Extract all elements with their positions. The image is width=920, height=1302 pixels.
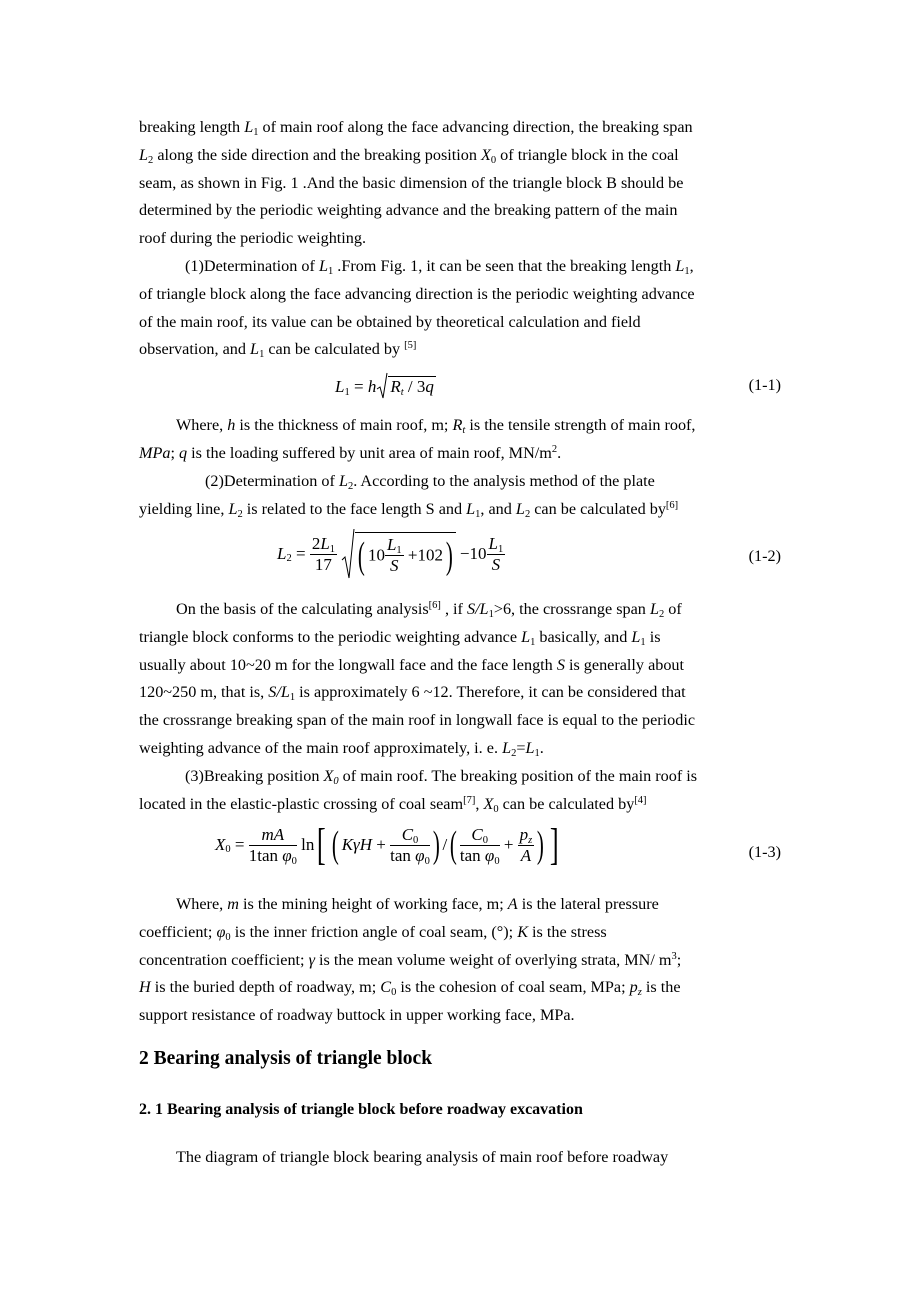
paragraph-diagram: The diagram of triangle block bearing analysis of main roof before roadway: [176, 1148, 669, 1166]
section-heading: 2 Bearing analysis of triangle block: [139, 1048, 433, 1069]
paragraph-breaking-position: (3)Breaking position $X_0$ of main roof. The breaking position of the main roof is located in the elastic-plastic crossing of coal seam[7], $X_0$ can be calculated by[4]: [139, 767, 698, 815]
paragraph-where-3: Where, m is the mining height of working face, m; A is the lateral pressure coefficient; $\varphi_0$ is the inner friction angle of coal seam, (°); K is the stress concentration coefficient; γ is the mean volume weight of overlying strata, MN/ $m^3$; H is the buried depth of roadway, m; $C_0$ is the cohesion of coal seam, MPa; $p_z$ is the support resistance of roadway buttock in upper working face, MPa.: [139, 895, 682, 1025]
equation-number: (1-2): [748, 547, 781, 565]
equation-number: (1-1): [748, 376, 781, 394]
equation-body: $X_0$ = $\frac{mA}{1\tan \varphi_0}$ ln[ ( KγH + $\frac{C_0}{\tan \varphi_0}$ ) /( $\frac{C_0}{\tan \varphi_0}$ + $\frac{p_z}{A}$ ) ]: [215, 820, 559, 869]
equation-1-1: [139, 370, 781, 404]
equation-body: $L_1 = h$ $R_t / 3q$: [335, 372, 436, 400]
paragraph-determination-l1: (1)Determination of $L_1$ .From Fig. 1, it can be seen that the breaking length $L_1$, of triangle block along the face advancing direction is the periodic weighting advance of the main roof, its value can be obtained by theoretical calculation and field observation, and $L_1$ can be calculated by [5]: [139, 257, 695, 361]
subsection-heading: 2. 1 Bearing analysis of triangle block before roadway excavation: [139, 1101, 583, 1118]
paragraph-determination-l2: (2)Determination of $L_2$. According to the analysis method of the plate yielding line, $L_2$ is related to the face length S and $L_1$, and $L_2$ can be calculated by[6]: [139, 472, 679, 520]
equation-number: (1-3): [748, 843, 781, 861]
paragraph-analysis: On the basis of the calculating analysis[6] , if $S/L_1>6$, the crossrange span $L_2$ of triangle block conforms to the periodic weighting advance $L_1$ basically, and $L_1$ is usually about 10~20 m for the longwall face and the face length S is generally about 120~250 m, that is, $S/L_1$ is approximately 6 ~12. Therefore, it can be considered that the crossrange breaking span of the main roof in longwall face is equal to the periodic weighting advance of the main roof approximately, i. e. $L_2=L_1$.: [139, 600, 696, 759]
equation-1-3: [139, 820, 781, 881]
equation-1-2: [139, 528, 781, 584]
paragraph-where-1: Where, h is the thickness of main roof, m; $R_t$ is the tensile strength of main roof, MPa; q is the loading suffered by unit area of main roof, $MN/m^2$.: [139, 416, 696, 462]
sqrt-sign-icon: [341, 528, 355, 580]
equation-body: $L_2$ = $\frac{2L_1}{17}$ ( 10 $\frac{L_1}{S}$ +102) −10 $\frac{L_1}{S}$: [277, 528, 505, 580]
sqrt-sign-icon: [376, 372, 388, 400]
paragraph-intro: breaking length $L_1$ of main roof along the face advancing direction, the breaking span $L_2$ along the side direction and the breaking position $X_0$ of triangle block in the coal seam, as shown in Fig. 1 .And the basic dimension of the triangle block B should be determined by the periodic weighting advance and the breaking pattern of the main roof during the periodic weighting.: [139, 118, 693, 248]
